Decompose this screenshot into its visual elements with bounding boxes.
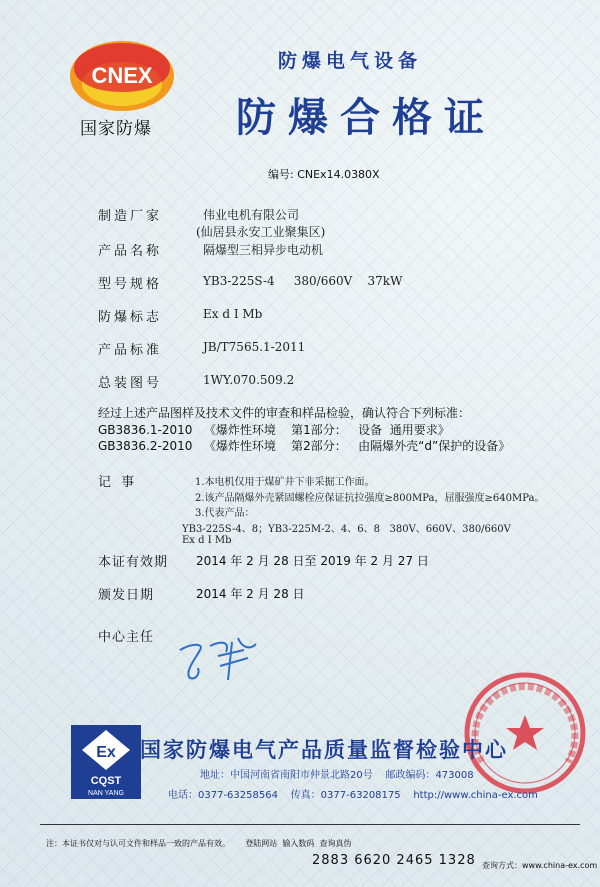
product-name-value: 隔爆型三相异步电动机 <box>203 243 324 257</box>
manufacturer-label: 制造厂家 <box>98 209 163 224</box>
logo-org-label: 国家防爆 <box>80 119 152 139</box>
director-signature <box>170 628 280 688</box>
certificate-subtitle: 防爆电气设备 <box>278 50 423 72</box>
product-name-label: 产品名称 <box>98 244 163 259</box>
model-label: 型号规格 <box>98 277 163 292</box>
director-label: 中心主任 <box>98 630 155 645</box>
footer-contact: 电话：0377-63258564 传真：0377-63208175 http://www.china-ex.com <box>168 790 538 801</box>
note-4: YB3-225S-4、8；YB3-225M-2、4、6、8 380V、660V、380/660V <box>182 524 511 535</box>
notes-label: 记 事 <box>98 475 138 490</box>
manufacturer-address: (仙居县永安工业聚集区) <box>196 225 326 239</box>
certificate-title: 防爆合格证 <box>236 94 496 141</box>
assembly-drawing-label: 总装图号 <box>98 376 163 391</box>
cqst-ex-logo-text: Ex <box>96 744 116 761</box>
product-standard-value: JB/T7565.1-2011 <box>203 340 306 354</box>
conformity-statement: 经过上述产品图样及技术文件的审查和样品检验，确认符合下列标准： <box>98 406 471 420</box>
certificate-number: 编号: CNEx14.0380X <box>268 168 380 181</box>
cqst-logo-text: CQST <box>90 775 122 787</box>
note-2: 2.该产品隔爆外壳紧固螺栓应保证抗拉强度≥800MPa，屈服强度≥640MPa。 <box>195 493 545 504</box>
official-seal-stamp <box>462 670 588 796</box>
note-1: 1.本电机仅用于煤矿井下非采掘工作面。 <box>195 477 375 488</box>
standard-2: GB3836.2-2010 《爆炸性环境 第2部分： 由隔爆外壳“d”保护的设备》 <box>98 439 511 453</box>
footer-org-name: 国家防爆电气产品质量监督检验中心 <box>140 737 508 762</box>
ex-marking-value: Ex d I Mb <box>203 307 263 321</box>
issue-date-value: 2014 年 2 月 28 日 <box>196 587 305 601</box>
query-website: 查询方式：www.china-ex.com <box>482 861 598 870</box>
validity-value: 2014 年 2 月 28 日至 2019 年 2 月 27 日 <box>196 554 429 568</box>
standard-1: GB3836.1-2010 《爆炸性环境 第1部分： 设备 通用要求》 <box>98 423 450 437</box>
assembly-drawing-value: 1WY.070.509.2 <box>203 373 295 387</box>
bottom-note: 注：本证书仅对与认可文件和样品一致的产品有效。 登陆网站 输入数码 查询真伪 <box>46 839 352 848</box>
cqst-city-text: NAN YANG <box>88 790 124 797</box>
note-3: 3.代表产品： <box>195 508 255 519</box>
product-standard-label: 产品标准 <box>98 343 163 358</box>
note-5: Ex d I Mb <box>182 535 232 546</box>
cnex-logo-text: CNEX <box>91 63 153 88</box>
footer-address: 地址：中国河南省南阳市仲景北路20号 邮政编码：473008 <box>200 770 474 781</box>
issue-date-label: 颁发日期 <box>98 588 155 603</box>
manufacturer-value: 伟业电机有限公司 <box>203 208 300 222</box>
cnex-logo <box>66 38 178 114</box>
ex-marking-label: 防爆标志 <box>98 310 163 325</box>
anti-counterfeit-code: 2883 6620 2465 1328 <box>312 853 476 868</box>
validity-label: 本证有效期 <box>98 555 169 570</box>
model-value: YB3-225S-4 380/660V 37kW <box>203 274 403 288</box>
cqst-ex-logo <box>70 724 142 800</box>
bottom-divider <box>40 824 580 825</box>
